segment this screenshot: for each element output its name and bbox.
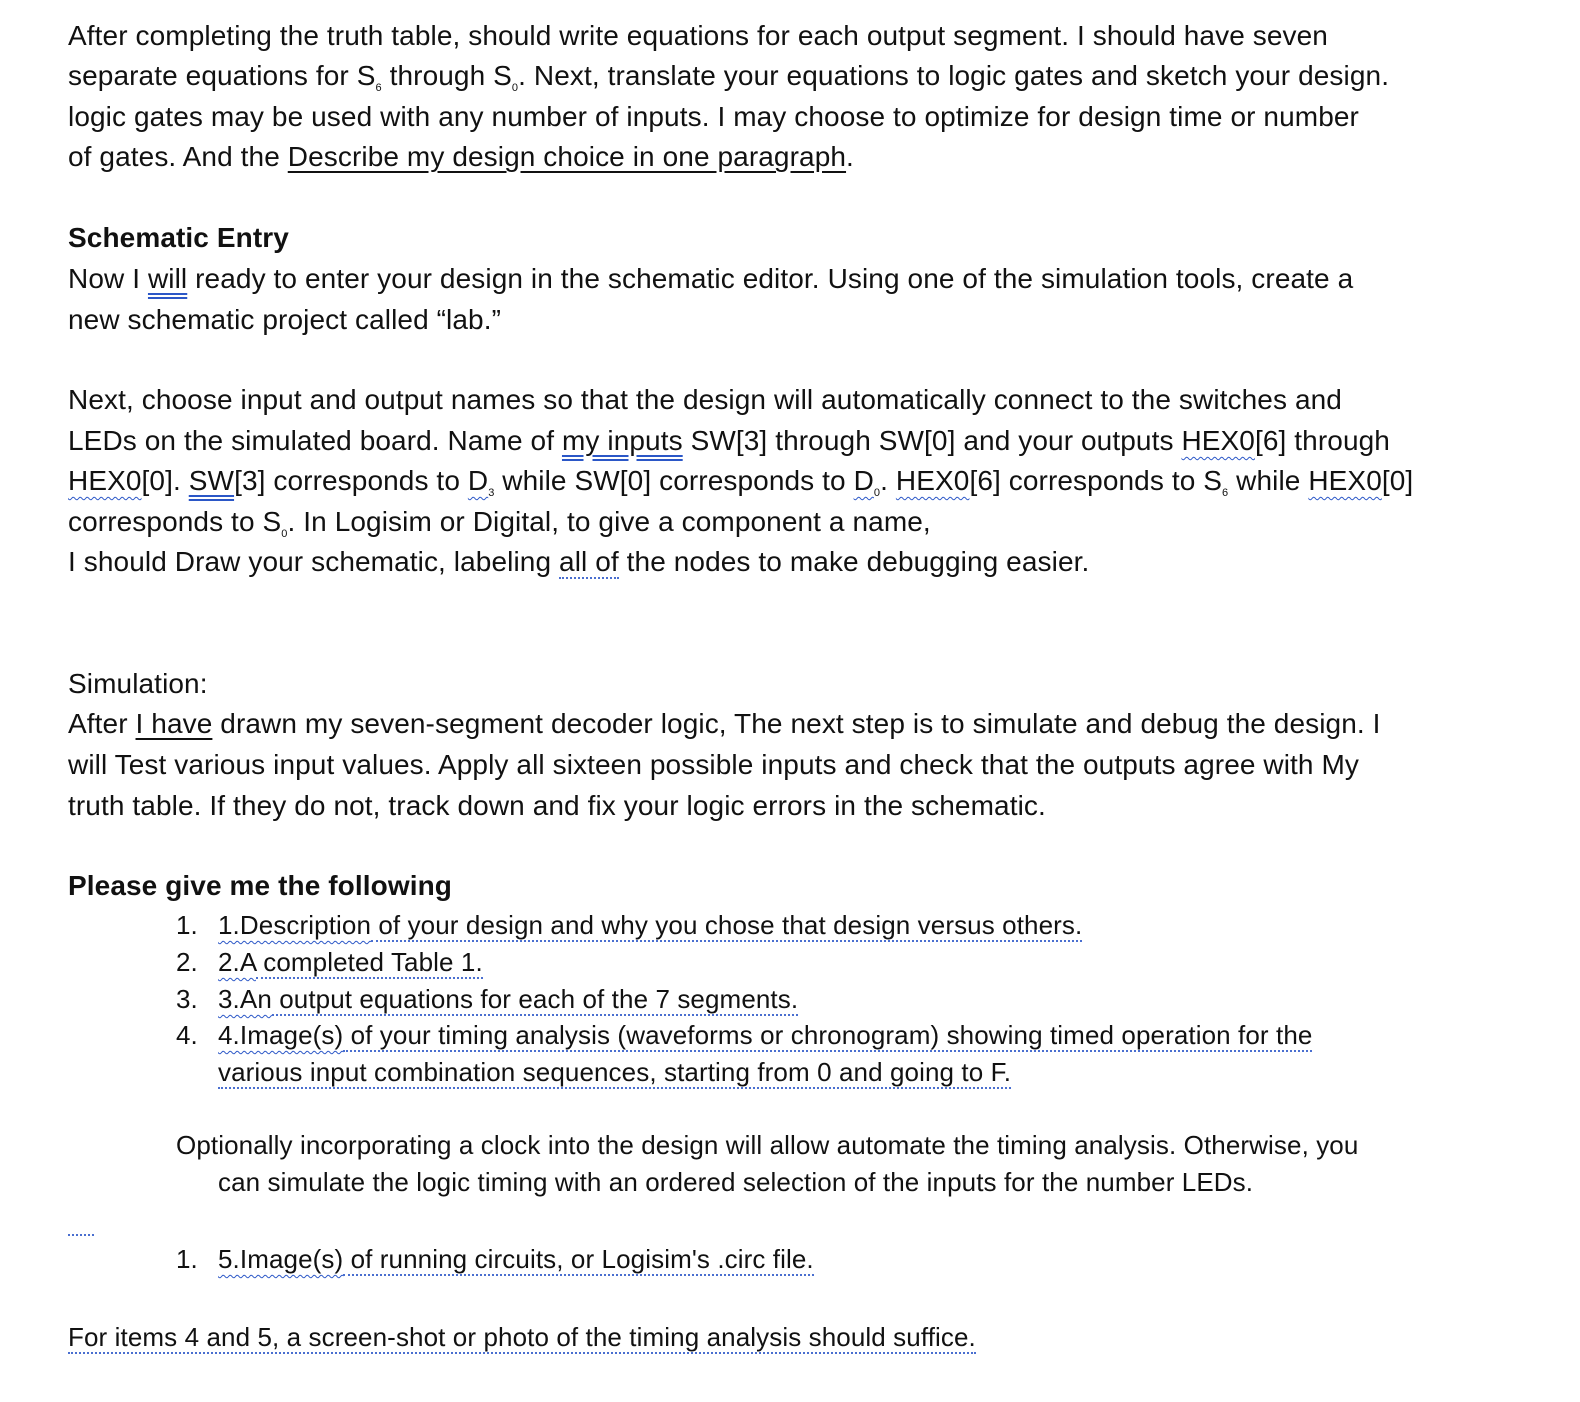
text: [3] corresponds to	[234, 465, 468, 496]
paragraph-line	[68, 745, 1359, 785]
text: SW[3] through SW[0] and your outputs	[682, 425, 1182, 456]
section-heading-simulation: Simulation:	[68, 668, 208, 699]
subscript: 0	[511, 82, 519, 94]
text: After completing the truth table, should write equations for each output segment. I should have seven	[68, 20, 1328, 51]
spelling-flag: HEX0	[895, 465, 970, 496]
list-item	[176, 1241, 814, 1277]
section-heading-schematic-entry: Schematic Entry	[68, 222, 289, 253]
spelling-flag: HEX0	[1308, 465, 1382, 496]
paragraph-line	[68, 300, 501, 340]
paragraph-line	[68, 786, 1046, 826]
grammar-flag: all of	[559, 546, 619, 577]
section-heading-deliverables: Please give me the following	[68, 870, 453, 901]
spelling-flag: 2.A	[218, 947, 256, 977]
list-item	[176, 907, 1082, 943]
text: .	[880, 465, 896, 496]
text: . Next, translate your equations to logic gates and sketch your design.	[518, 60, 1390, 91]
text: of gates. And the	[68, 141, 288, 172]
text: Now I	[68, 263, 148, 294]
paragraph-line	[68, 259, 1353, 299]
paragraph-line	[176, 1127, 1358, 1163]
text: I should Draw your schematic, labeling	[68, 546, 560, 577]
text: drawn my seven-segment decoder logic, The next step is to simulate and debug the design. I	[212, 708, 1381, 739]
text: [0]	[1381, 465, 1414, 496]
list-number: 2.	[176, 947, 198, 977]
text: [0].	[141, 465, 189, 496]
subscript: 6	[375, 82, 382, 94]
paragraph-line	[68, 16, 1328, 56]
footer-note	[68, 1319, 976, 1355]
spelling-flag: 3.An	[218, 984, 272, 1014]
spelling-flag: 1.Description	[218, 910, 372, 940]
text: while	[1228, 465, 1309, 496]
paragraph-line	[68, 704, 1381, 744]
list-item-continuation	[218, 1054, 1011, 1090]
text: . In Logisim or Digital, to give a component a name,	[287, 506, 931, 537]
text: truth table. If they do not, track down and fix your logic errors in the schematic.	[68, 790, 1046, 821]
list-item-text: various input combination sequences, starting from 0 and going to F.	[218, 1057, 1012, 1087]
list-number: 1.	[176, 1244, 198, 1274]
list-number: 1.	[176, 910, 198, 940]
text: the nodes to make debugging easier.	[618, 546, 1090, 577]
grammar-flag: SW	[188, 465, 235, 496]
spelling-flag: HEX0	[1181, 425, 1255, 456]
text: while SW[0] corresponds to	[494, 465, 854, 496]
text: After	[68, 708, 136, 739]
text: ready to enter your design in the schematic editor. Using one of the simulation tools, create a	[187, 263, 1354, 294]
list-item-text: output equations for each of the 7 segments.	[271, 984, 799, 1014]
list-item-text: of running circuits, or Logisim's .circ file.	[343, 1244, 814, 1274]
list-item	[176, 1017, 1312, 1053]
subscript: 0	[873, 487, 881, 499]
text: corresponds to S	[68, 506, 282, 537]
underlined-text: Describe my design choice in one paragraph	[287, 141, 847, 172]
subscript: 6	[1222, 487, 1229, 499]
list-item-text: of your timing analysis (waveforms or chronogram) showing timed operation for the	[343, 1020, 1313, 1050]
paragraph-line	[68, 542, 1089, 582]
list-item	[176, 944, 483, 980]
text: .	[846, 141, 854, 172]
text: logic gates may be used with any number of inputs. I may choose to optimize for design time or number	[68, 101, 1359, 132]
paragraph-line	[68, 97, 1359, 137]
text: LEDs on the simulated board. Name of	[68, 425, 562, 456]
grammar-flag: my inputs	[561, 425, 683, 456]
underlined-text: I have	[135, 708, 213, 739]
text: separate equations for S	[68, 60, 376, 91]
paragraph-line	[68, 380, 1342, 420]
subscript: 3	[488, 487, 495, 499]
text: Optionally incorporating a clock into the design will allow automate the timing analysis. Otherwise, you	[176, 1130, 1359, 1160]
list-item-text: completed Table 1.	[255, 947, 483, 977]
spelling-flag: HEX0	[68, 465, 142, 496]
text: through S	[381, 60, 512, 91]
text: new schematic project called “lab.”	[68, 304, 502, 335]
paragraph-line	[68, 421, 1390, 461]
spelling-flag: 4.Image(s)	[218, 1020, 344, 1050]
text: [6] through	[1254, 425, 1390, 456]
list-item	[176, 981, 798, 1017]
paragraph-line	[68, 137, 854, 177]
text: [6] corresponds to S	[969, 465, 1223, 496]
list-item-text: of your design and why you chose that design versus others.	[371, 910, 1083, 940]
dotted-marker	[68, 1234, 94, 1236]
spelling-flag: 5.Image(s)	[218, 1244, 344, 1274]
paragraph-line	[218, 1164, 1253, 1200]
footer-text: For items 4 and 5, a screen-shot or photo of the timing analysis should suffice.	[68, 1322, 976, 1352]
list-number: 4.	[176, 1020, 198, 1050]
subscript: 0	[281, 528, 288, 540]
text: can simulate the logic timing with an ordered selection of the inputs for the number LEDs.	[218, 1167, 1254, 1197]
spelling-flag: D	[467, 465, 489, 496]
spelling-flag: D	[853, 465, 874, 496]
grammar-flag: will	[147, 263, 188, 294]
list-number: 3.	[176, 984, 198, 1014]
text: will Test various input values. Apply all sixteen possible inputs and check that the outputs agree with My	[68, 749, 1360, 780]
text: Next, choose input and output names so that the design will automatically connect to the switches and	[68, 384, 1342, 415]
